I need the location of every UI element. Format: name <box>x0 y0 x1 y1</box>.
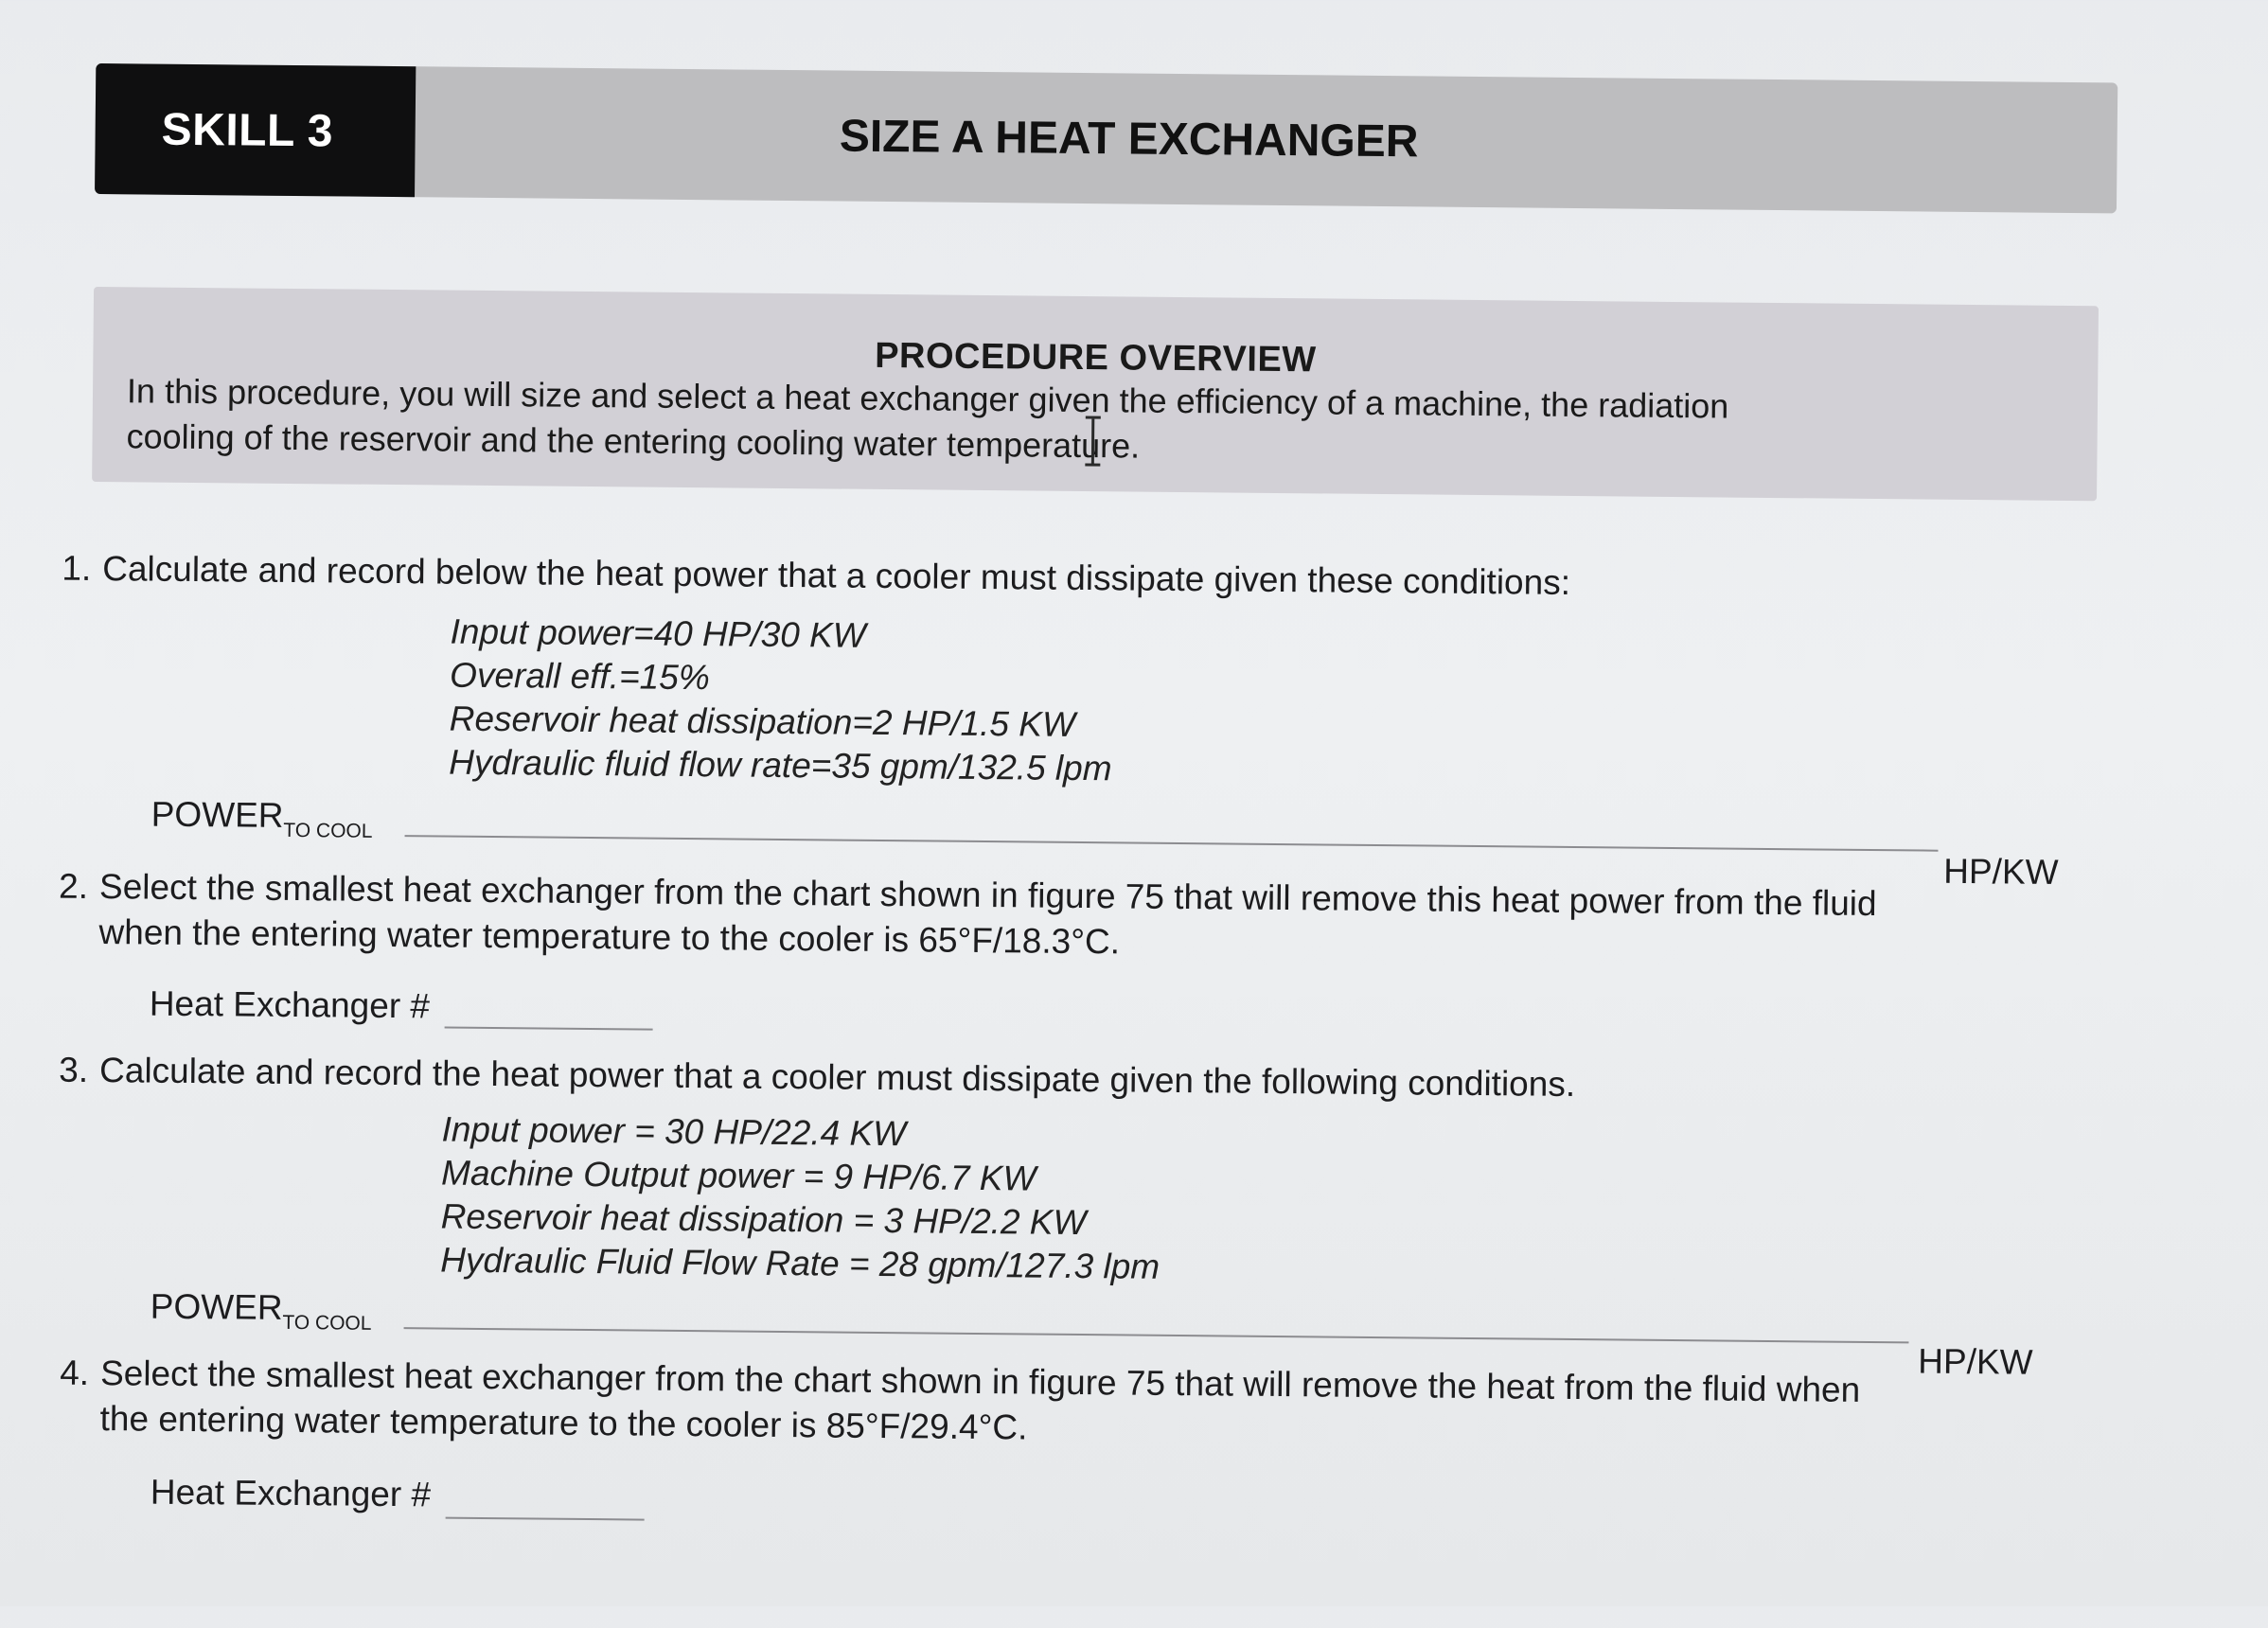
step-4-line-1: Select the smallest heat exchanger from the chart shown in figure 75 that will remove the heat from the fluid when <box>99 1354 1861 1409</box>
heat-exchanger-answer-line-2[interactable] <box>446 1517 645 1521</box>
overview-line-1: In this procedure, you will size and select a heat exchanger given the efficiency of a machine, the radiation <box>126 371 1729 426</box>
power-label-text: POWER <box>151 794 284 835</box>
power-to-cool-answer-line-2[interactable] <box>404 1327 1909 1343</box>
power-label-subscript: TO COOL <box>282 1311 372 1335</box>
page-title: SIZE A HEAT EXCHANGER <box>839 111 1419 167</box>
step-2-line-1: Select the smallest heat exchanger from the chart shown in figure 75 that will remove this heat power from the fluid <box>98 867 1877 924</box>
heat-exchanger-label-2: Heat Exchanger # <box>150 1472 432 1514</box>
condition-item: Overall eff.=15% <box>449 655 710 698</box>
step-4-line-2: the entering water temperature to the cooler is 85°F/29.4°C. <box>99 1399 1028 1447</box>
condition-item: Hydraulic Fluid Flow Rate = 28 gpm/127.3 lpm <box>440 1240 1161 1286</box>
step-3-number: 3. <box>59 1050 89 1089</box>
power-label-subscript: TO COOL <box>283 819 373 842</box>
power-to-cool-answer-line-1[interactable] <box>405 835 1939 852</box>
step-1 <box>34 545 2117 602</box>
condition-item: Input power=40 HP/30 KW <box>450 611 866 655</box>
step-4-number: 4. <box>60 1353 90 1392</box>
step-3-conditions <box>440 1108 1161 1289</box>
power-unit-2: HP/KW <box>1918 1341 2033 1382</box>
power-to-cool-label-1 <box>151 795 372 843</box>
condition-item: Reservoir heat dissipation = 3 HP/2.2 KW <box>440 1196 1087 1243</box>
condition-item: Machine Output power = 9 HP/6.7 KW <box>440 1153 1037 1198</box>
power-to-cool-label-2 <box>150 1287 371 1336</box>
procedure-overview <box>92 287 2099 501</box>
step-1-number: 1. <box>62 548 92 588</box>
skill-tab <box>95 63 416 197</box>
step-3-text: Calculate and record the heat power that a cooler must dissipate given the following conditions. <box>98 1051 1576 1105</box>
step-1-conditions <box>449 610 1113 791</box>
condition-item: Input power = 30 HP/22.4 KW <box>441 1109 907 1154</box>
power-label-text: POWER <box>150 1286 283 1327</box>
step-2-line-2: when the entering water temperature to the cooler is 65°F/18.3°C. <box>98 912 1121 962</box>
skill-label: SKILL 3 <box>161 104 334 156</box>
condition-item: Hydraulic fluid flow rate=35 gpm/132.5 lpm <box>449 742 1112 788</box>
heat-exchanger-answer-line-1[interactable] <box>445 1027 653 1031</box>
condition-item: Reservoir heat dissipation=2 HP/1.5 KW <box>449 699 1076 744</box>
heat-exchanger-label-1: Heat Exchanger # <box>149 983 431 1026</box>
skill-header <box>95 63 2117 213</box>
overview-line-2: cooling of the reservoir and the entering cooling water temperature. <box>126 416 1141 466</box>
step-1-text: Calculate and record below the heat power that a cooler must dissipate given these conditions: <box>102 549 1571 602</box>
overview-title: PROCEDURE OVERVIEW <box>874 335 1317 380</box>
step-2-number: 2. <box>58 866 89 906</box>
power-unit-1: HP/KW <box>1943 851 2059 892</box>
step-3 <box>31 1047 2114 1105</box>
text-cursor-icon <box>1082 416 1104 467</box>
